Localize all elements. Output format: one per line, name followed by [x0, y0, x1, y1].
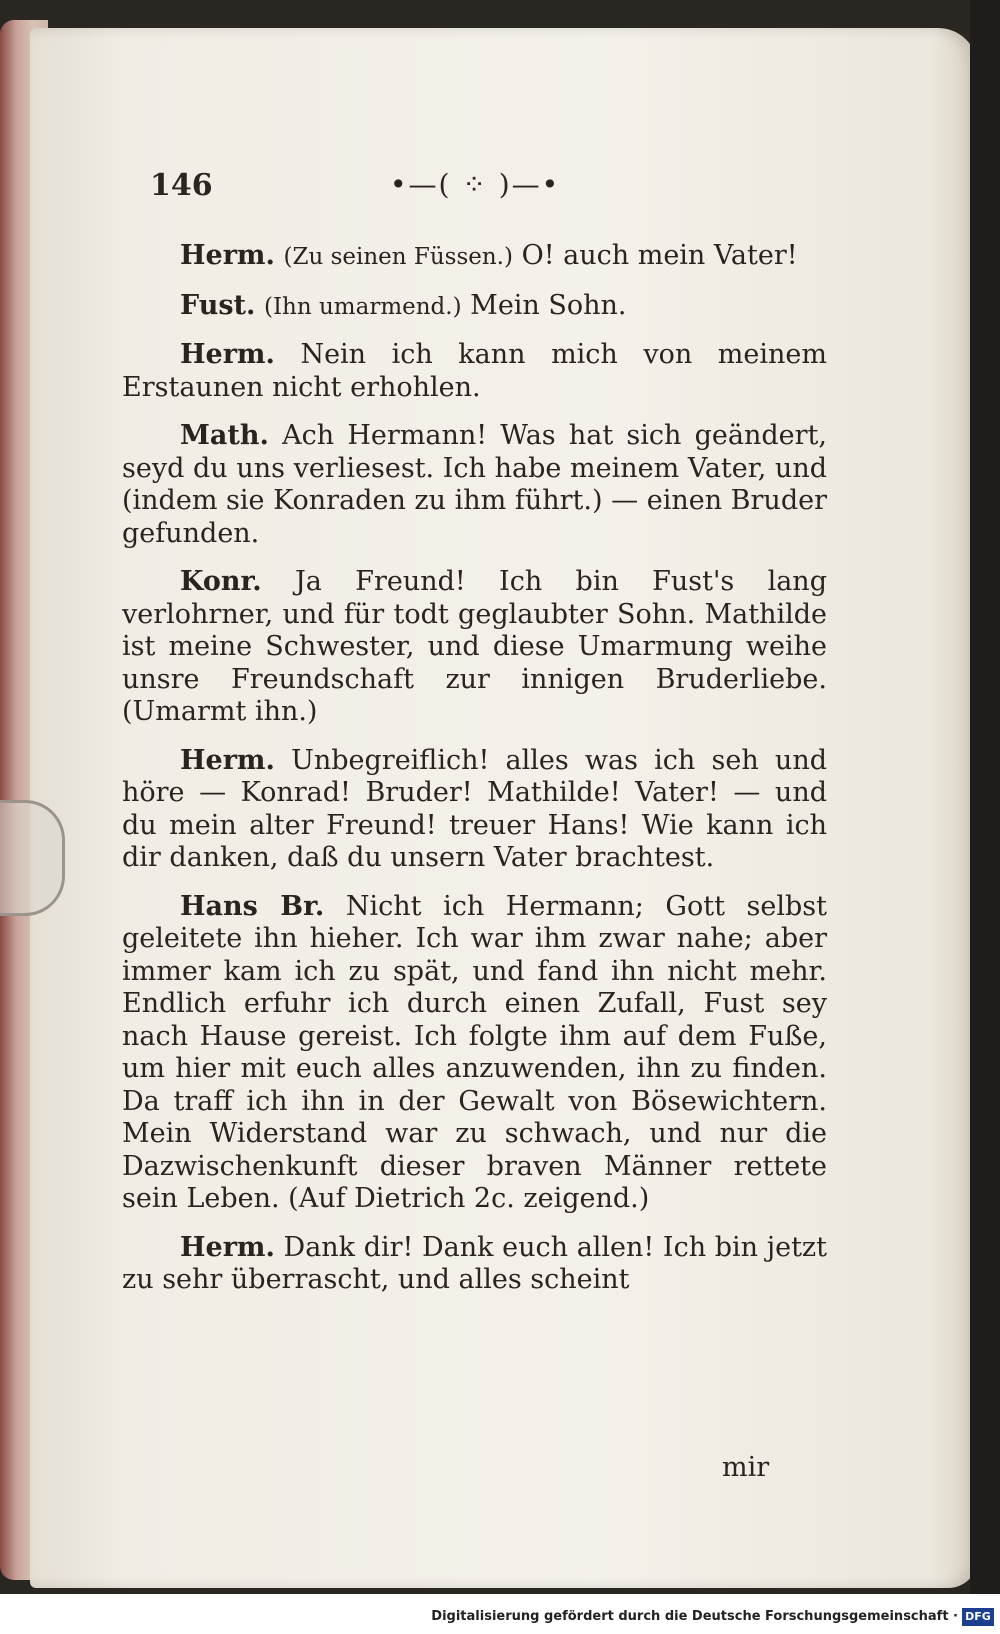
- speaker-name: Math.: [180, 420, 269, 451]
- dialogue-text: Nicht ich Hermann; Gott selbst geleitete ihn hieher. Ich war ihm zwar nahe; aber immer kam ich zu spät, und fand ihn nicht mehr. Endlich erfuhr ich durch einen Zufall, Fust sey nach Hause gereist. Ich folgte ihm auf dem Fuße, um hier mit euch alles anzuwenden, ihn zu finden. Da traff ich ihn in der Gewalt von Bösewichtern. Mein Widerstand war zu schwach, und nur die Dazwischenkunft dieser braven Männer rettete sein Leben. (Auf Dietrich 2c. zeigend.): [122, 890, 828, 1214]
- dialogue-text: Ach Hermann! Was hat sich geändert, seyd du uns verliesest. Ich habe meinem Vater, und (indem sie Konraden zu ihm führt.) — einen Bruder gefunden.: [122, 420, 827, 549]
- dfg-logo: DFG: [962, 1608, 994, 1626]
- dialogue-paragraph: [122, 745, 827, 875]
- binding-shadow: [970, 0, 1000, 1600]
- dialogue-paragraph: [122, 339, 827, 404]
- speaker-name: Hans Br.: [180, 890, 325, 922]
- speaker-name: Herm.: [180, 339, 275, 370]
- speaker-name: Fust.: [180, 289, 256, 321]
- dialogue-paragraph: [122, 290, 827, 324]
- dialogue-paragraph: [122, 891, 827, 1216]
- dialogue-text: Mein Sohn.: [470, 289, 627, 321]
- speaker-name: Herm.: [180, 744, 275, 776]
- header-ornament: •—( ⁘ )—•: [390, 168, 561, 201]
- speaker-name: Herm.: [180, 1231, 275, 1263]
- funding-credit: Digitalisierung gefördert durch die Deutsche Forschungsgemeinschaft ·: [431, 1609, 958, 1624]
- stage-direction: (Ihn umarmend.): [264, 293, 462, 320]
- dialogue-text: O! auch mein Vater!: [521, 240, 798, 271]
- page-header: [150, 168, 840, 208]
- dialogue-paragraph: [122, 1232, 827, 1297]
- speaker-name: Konr.: [180, 566, 262, 597]
- stage-direction: (Zu seinen Füssen.): [283, 244, 513, 270]
- catchword: mir: [722, 1452, 770, 1483]
- speaker-name: Herm.: [180, 240, 275, 271]
- dialogue-text: Nein ich kann mich von meinem Erstaunen nicht erhohlen.: [122, 339, 827, 403]
- clip-tab: [0, 800, 65, 916]
- dialogue-text: Dank dir! Dank euch allen! Ich bin jetzt zu sehr überrascht, und alles scheint: [122, 1231, 827, 1295]
- dialogue-paragraph: [122, 566, 827, 729]
- dialogue-paragraph: [122, 240, 827, 274]
- footer-bar: [0, 1594, 1000, 1634]
- dialogue-body: [122, 240, 827, 1313]
- dialogue-paragraph: [122, 420, 827, 550]
- page-number: 146: [150, 168, 213, 203]
- dialogue-text: Ja Freund! Ich bin Fust's lang verlohrner, und für todt geglaubter Sohn. Mathilde ist meine Schwester, und diese Umarmung weihe unsre Freundschaft zur innigen Bruderliebe. (Umarmt ihn.): [122, 566, 827, 727]
- dialogue-text: Unbegreiflich! alles was ich seh und höre — Konrad! Bruder! Mathilde! Vater! — und du mein alter Freund! treuer Hans! Wie kann ich dir danken, daß du unsern Vater brachtest.: [122, 744, 827, 873]
